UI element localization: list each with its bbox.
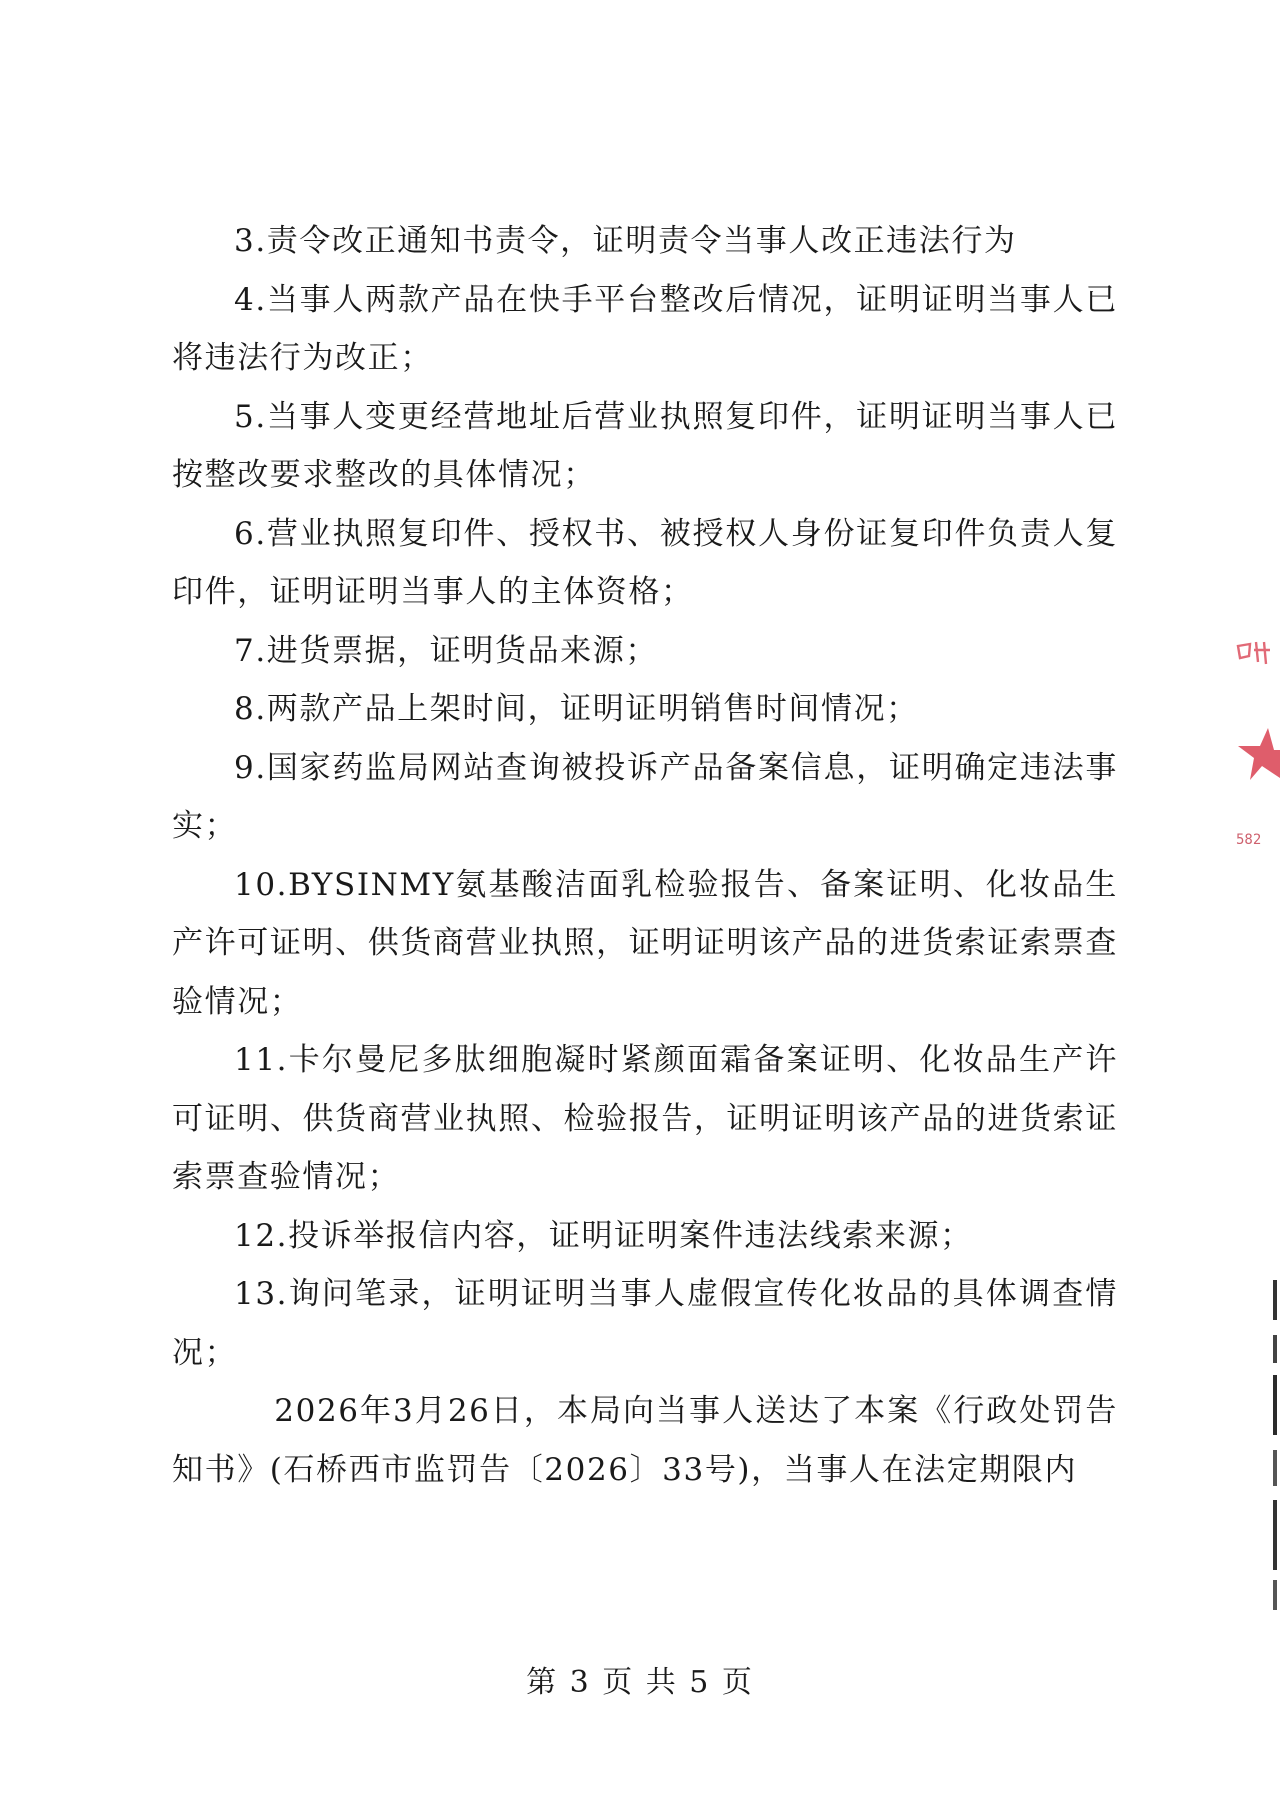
- official-seal-fragment: [1228, 628, 1280, 868]
- closing-paragraph: 2026年3月26日，本局向当事人送达了本案《行政处罚告知书》(石桥西市监罚告〔2026〕33号)，当事人在法定期限内: [172, 1393, 1118, 1488]
- evidence-item-7: 7.进货票据，证明货品来源；: [234, 632, 658, 669]
- evidence-item-9: 9.国家药监局网站查询被投诉产品备案信息，证明确定违法事实；: [172, 749, 1118, 844]
- evidence-item-5: 5.当事人变更经营地址后营业执照复印件，证明证明当事人已按整改要求整改的具体情况；: [172, 398, 1118, 493]
- evidence-item-12: 12.投诉举报信内容，证明证明案件违法线索来源；: [234, 1217, 973, 1254]
- evidence-item-11: 11.卡尔曼尼多肽细胞凝时紧颜面霜备案证明、化妆品生产许可证明、供货商营业执照、检验报告，证明证明该产品的进货索证索票查验情况；: [172, 1042, 1118, 1195]
- seal-number: 582: [1236, 832, 1262, 848]
- evidence-item-4: 4.当事人两款产品在快手平台整改后情况，证明证明当事人已将违法行为改正；: [172, 281, 1118, 376]
- page-number-footer: 第 3 页 共 5 页: [526, 1665, 754, 1700]
- seal-star-icon: [1238, 728, 1280, 780]
- evidence-item-6: 6.营业执照复印件、授权书、被授权人身份证复印件负责人复印件，证明证明当事人的主体资格；: [172, 515, 1118, 610]
- evidence-item-3: 3.责令改正通知书责令，证明责令当事人改正违法行为: [234, 223, 1017, 259]
- evidence-item-10: 10.BYSINMY氨基酸洁面乳检验报告、备案证明、化妆品生产许可证明、供货商营业执照，证明证明该产品的进货索证索票查验情况；: [172, 866, 1118, 1020]
- evidence-item-13: 13.询问笔录，证明证明当事人虚假宣传化妆品的具体调查情况；: [172, 1276, 1118, 1371]
- document-body: [172, 212, 1118, 1499]
- evidence-item-8: 8.两款产品上架时间，证明证明销售时间情况；: [234, 691, 919, 727]
- scan-edge-strip: [1270, 1280, 1280, 1620]
